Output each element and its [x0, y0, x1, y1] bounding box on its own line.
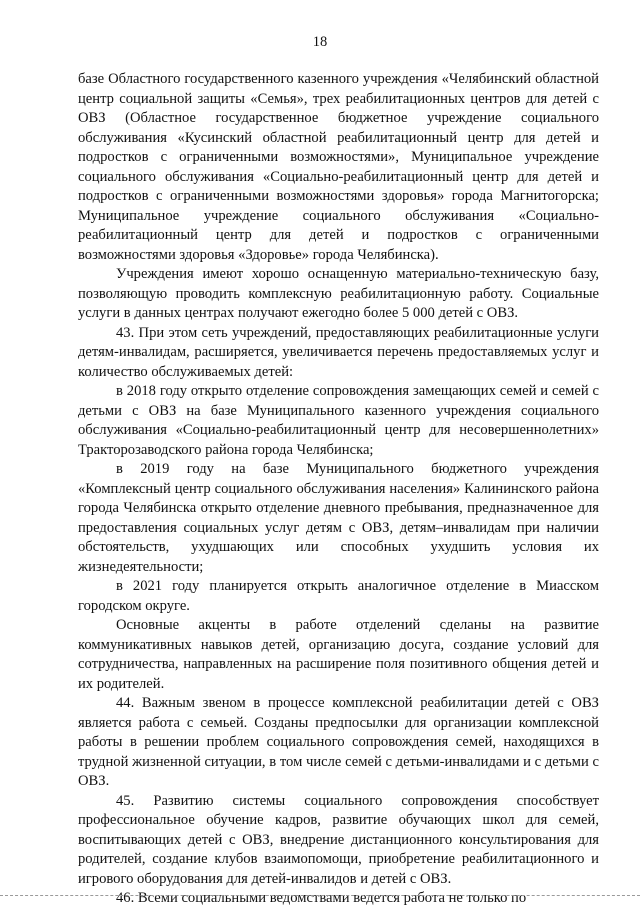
- paragraph-main-accents: Основные акценты в работе отделений сделаны на развитие коммуникативных навыков детей, организацию досуга, создание условий для сотрудничества, направленных на расширение поля позитивного общения детей и их родителей.: [78, 617, 599, 692]
- paragraph-item-44: 44. Важным звеном в процессе комплексной реабилитации детей с ОВЗ является работа с семьей. Созданы предпосылки для организации комплексной работы в решении проблем социального сопровождения семей, находящихся в трудной жизненной ситуации, в том числе семей с детьми-инвалидами и с детьми с ОВЗ.: [78, 695, 599, 789]
- page-number: 18: [312, 34, 328, 50]
- paragraph-item-46: 46. Всеми социальными ведомствами ведется работа не только по: [116, 890, 527, 906]
- scan-bottom-edge: [0, 895, 640, 897]
- paragraph-2019: в 2019 году на базе Муниципального бюджетного учреждения «Комплексный центр социального обслуживания населения» Калининского района города Челябинска открыто отделение дневного пребывания, предназначенное для предоставления социальных услуг детям с ОВЗ, детям–инвалидам при наличии обстоятельств, ухудшающих или способных ухудшить условия их жизнедеятельности;: [78, 461, 599, 575]
- document-body: [78, 70, 599, 909]
- paragraph-2018: в 2018 году открыто отделение сопровождения замещающих семей и семей с детьми с ОВЗ на базе Муниципального казенного учреждения социального обслуживания «Социально-реабилитационный центр для несовершеннолетних» Тракторозаводского района города Челябинска;: [78, 383, 599, 458]
- paragraph-institutions-list: базе Областного государственного казенного учреждения «Челябинский областной центр социальной защиты «Семья», трех реабилитационных центров для детей с ОВЗ (Областное государственное бюджетное учреждение социального обслуживания «Кусинский областной реабилитационный центр для детей и подростков с ограниченными возможностями», Муниципальное учреждение социального обслуживания «Социально-реабилитационный центр для детей и подростков с ограниченными возможностями здоровья» города Магнитогорска; Муниципальное учреждение социального обслуживания «Социально-реабилитационный центр для детей и подростков с ограниченными возможностями здоровья «Здоровье» города Челябинска).: [78, 71, 599, 263]
- paragraph-equipment: Учреждения имеют хорошо оснащенную материально-техническую базу, позволяющую проводить комплексную реабилитационную работу. Социальные услуги в данных центрах получают ежегодно более 5 000 детей с ОВЗ.: [78, 266, 599, 321]
- paragraph-item-45: 45. Развитию системы социального сопровождения способствует профессиональное обучение кадров, развитие обучающих школ для семей, воспитывающих детей с ОВЗ, внедрение дистанционного консультирования для родителей, создание клубов взаимопомощи, приобретение реабилитационного и игрового оборудования для детей-инвалидов и детей с ОВЗ.: [78, 792, 599, 887]
- paragraph-2021: в 2021 году планируется открыть аналогичное отделение в Миасском городском округе.: [78, 578, 599, 614]
- paragraph-item-43: 43. При этом сеть учреждений, предоставляющих реабилитационные услуги детям-инвалидам, расширяется, увеличивается перечень предоставляемых услуг и количество обслуживаемых детей:: [78, 324, 599, 380]
